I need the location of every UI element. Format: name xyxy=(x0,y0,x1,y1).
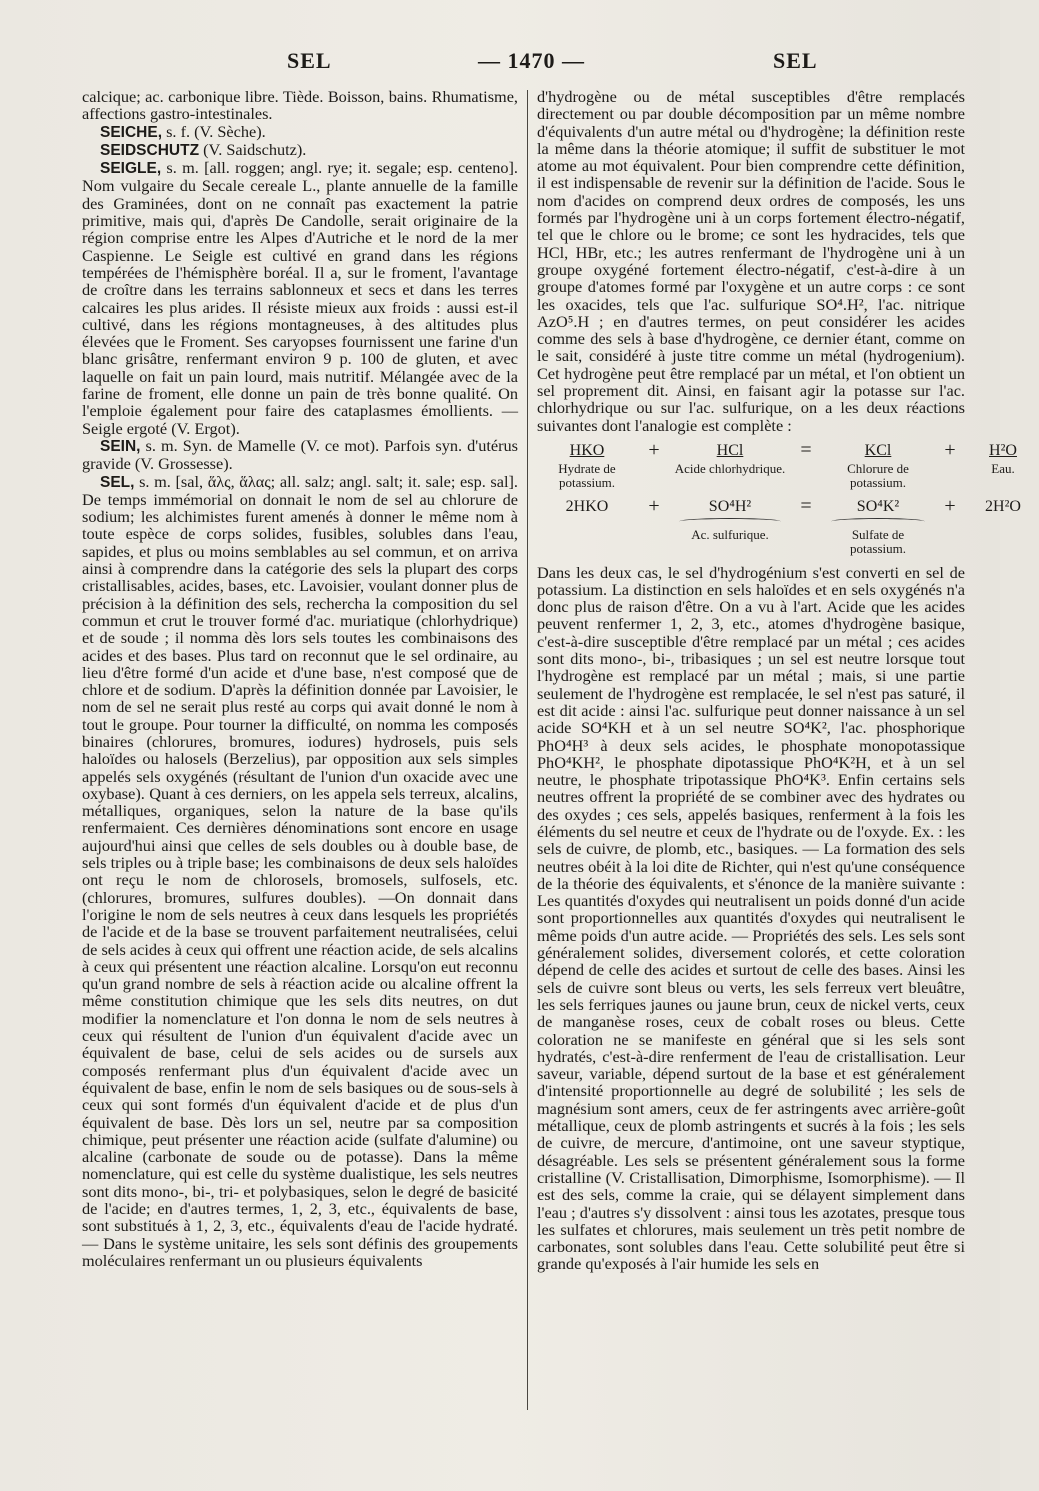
equation-operator: + xyxy=(648,495,660,518)
equation-term: H²O Eau. xyxy=(989,441,1017,477)
equation-operator: = xyxy=(800,438,812,461)
headword: SEICHE, xyxy=(100,123,163,141)
entry-text: s. m. [all. roggen; angl. rye; it. segale; esp. centeno]. Nom vulgaire du Secale cereale L., plante annuelle de la famille des Graminées, dont on ne connaît pas exactement la patrie primitive, mais qui, d'après De Candolle, serait originaire de la région comprise entre les Alpes d'Autriche et le nord de la mer Caspienne. Le Seigle est cultivé en grand dans les régions tempérées de l'hémisphère boréal. Il a, sur le froment, l'avantage de croître dans les terrains sablonneux et secs et dans les terres calcaires les plus arides. Il résiste mieux aux froids : aussi est-il cultivé, dans les régions montagneuses, à des altitudes plus élevées que le Froment. Ses caryopses fournissent une farine d'un blanc grisâtre, renfermant environ 9 p. 100 de gluten, et avec laquelle on fait un pain lourd, mais nutritif. Mélangée avec de la farine de froment, elle donne un pain de très bonne qualité. On l'emploie également pour faire des cataplasmes émollients. — Seigle ergoté (V. Ergot). xyxy=(82,158,518,438)
equation-term: HCl Acide chlorhydrique. xyxy=(674,441,786,477)
equation-term: 2H²O xyxy=(985,498,1021,516)
headword: SEIN, xyxy=(100,437,141,455)
entry-text: s. f. (V. Sèche). xyxy=(162,121,266,141)
entry-sel xyxy=(82,473,518,1270)
equation-operator: + xyxy=(648,438,660,461)
entry-text: s. m. Syn. de Mamelle (V. ce mot). Parfois syn. d'utérus gravide (V. Grossesse). xyxy=(82,435,518,474)
entry-seidschutz xyxy=(82,141,518,159)
equation-sulfuric xyxy=(537,495,1021,556)
equation-term: SO⁴H² Ac. sulfurique. xyxy=(671,498,789,541)
equation-term: KCl Chlorure de potassium. xyxy=(847,441,909,491)
running-head-right: SEL xyxy=(773,48,818,73)
equation-operator: + xyxy=(944,495,956,518)
body-paragraph: Dans les deux cas, le sel d'hydrogénium s'est converti en sel de potassium. La distinction en sels haloïdes et en sels oxygénés n'a donc plus de raison d'être. On a vu à l'art. Acide que les acides peuvent renfermer 1, 2, 3, etc., atomes d'hydrogène basique, c'est-à-dire susceptible d'être remplacé par un métal ; ces acides sont dits mono-, bi-, tribasiques ; un sel est neutre lorsque tout l'hydrogène est remplacé par un métal ; mais, si une partie seulement de l'hydrogène est remplacée, le sel n'est pas saturé, il est dit acide : ainsi l'ac. sulfurique peut donner naissance à un sel acide SO⁴KH et à un sel neutre SO⁴K², l'ac. phosphorique PhO⁴H³ à deux sels acides, le phosphate monopotassique PhO⁴KH², le phosphate dipotassique PhO⁴K²H, et à un sel neutre, le phosphate tripotassique PhO⁴K³. Enfin certains sels neutres offrent la propriété de se combiner avec des hydrates ou des oxydes ; ces sels, appelés basiques, renferment à la fois les éléments du sel neutre et ceux de l'hydrate ou de l'oxyde. Ex. : les sels de cuivre, de plomb, etc., basiques. — La formation des sels neutres obéit à la loi dite de Richter, qui n'est qu'une conséquence de la théorie des équivalents, et s'énonce de la manière suivante : Les quantités d'oxydes qui neutralisent un poids donné d'un acide sont proportionnelles aux quantités d'oxydes qui neutralisent le même poids d'un autre acide. — Propriétés des sels. Les sels sont généralement solides, diversement colorés, et cette coloration dépend de celle des acides et surtout de celle des bases. Ainsi les sels de cuivre sont bleus ou verts, les sels ferreux vert bleuâtre, les sels ferriques jaunes ou jaune brun, ceux de nickel verts, ceux de manganèse roses, ceux de cobalt roses ou bleus. Cette coloration ne se manifeste en général que si les sels sont hydratés, c'est-à-dire renferment de l'eau de cristallisation. Leur saveur, variable, dépend surtout de la base et est généralement d'intensité proportionnelle au degré de solubilité ; les sels de magnésium sont amers, ceux de fer astringents avec arrière-goût métallique, ceux de plomb astringents et sucrés à la fois ; les sels de cuivre, de mercure, d'antimoine, ont une saveur styptique, désagréable. Les sels se présentent généralement sous la forme cristalline (V. Cristallisation, Dimorphisme, Isomorphisme). — Il est des sels, comme la craie, qui se délayent simplement dans l'eau ; d'autres s'y dissolvent : ainsi tous les azotates, presque tous les sulfates et chlorures, mais seulement un très petit nombre de carbonates, sont solubles dans l'eau. Cette solubilité peut être si grande qu'exposés à l'air humide les sels en xyxy=(537,562,965,1274)
entry-text: (V. Saidschutz). xyxy=(199,139,307,159)
brace xyxy=(679,518,781,525)
entry-seigle xyxy=(82,159,518,437)
page-number: — 1470 — xyxy=(478,48,585,73)
column-divider xyxy=(527,90,528,1410)
equation-hcl xyxy=(537,438,1017,491)
equation-operator: + xyxy=(944,438,956,461)
entry-seiche xyxy=(82,123,518,141)
right-column xyxy=(537,87,1021,1274)
page-header xyxy=(0,48,1000,78)
equation-term: 2HKO xyxy=(565,498,609,516)
headword: SEL, xyxy=(100,473,135,491)
running-head-left: SEL xyxy=(287,48,332,73)
equation-operator: = xyxy=(800,495,812,518)
brace xyxy=(831,518,925,525)
headword: SEIGLE, xyxy=(100,160,162,178)
left-column xyxy=(82,88,518,1269)
equation-term: HKO Hydrate de potassium. xyxy=(558,441,616,491)
equation-term: SO⁴K² Sulfate de potassium. xyxy=(823,498,933,555)
headword: SEIDSCHUTZ xyxy=(100,141,200,159)
entry-sein xyxy=(82,437,518,473)
continuation-paragraph: calcique; ac. carbonique libre. Tiède. Boisson, bains. Rhumatisme, affections gastro-intestinales. xyxy=(82,87,518,124)
continuation-paragraph: d'hydrogène ou de métal susceptibles d'être remplacés directement ou par double décomposition par un même nombre d'équivalents d'un autre métal ou d'hydrogène; la définition reste la même dans la théorie atomique; il suffit de substituer le mot atome au mot équivalent. Pour bien comprendre cette définition, il est indispensable de revenir sur la définition de l'acide. Sous le nom d'acides on comprend deux ordres de composés, les uns formés par l'hydrogène uni à un corps fortement électro-négatif, tel que le chlore ou le brome; ce sont les hydracides, tels que HCl, HBr, etc.; les autres renfermant de l'hydrogène uni à un groupe oxygéné fortement électro-négatif, c'est-à-dire à un groupe d'atomes formé par l'oxygène et un autre corps : ce sont les oxacides, tels que l'ac. sulfurique SO⁴.H², l'ac. nitrique AzO⁵.H ; en d'autres termes, on peut considérer les acides comme des sels à base d'hydrogène, ce dernier étant, comme on le sait, considéré à juste titre comme un métal (hydrogenium). Cet hydrogène peut être remplacé par un métal, et l'on obtient un sel proprement dit. Ainsi, en faisant agir la potasse sur l'ac. chlorhydrique ou sur l'ac. sulfurique, on a les deux réactions suivantes dont l'analogie est complète : xyxy=(537,87,965,435)
entry-text: s. m. [sal, ἅλς, ἅλας; all. salz; angl. salt; it. sale; esp. sal]. De temps immémorial on donnait le nom de sel au chlorure de sodium; les alchimistes furent amenés à donner le même nom à toute espèce de corps solides, fusibles, solubles dans l'eau, sapides, et plus ou moins semblables au sel commun, et on arriva ainsi à comprendre dans la catégorie des sels la plupart des corps cristallisables, acides, bases, etc. Lavoisier, voulant donner plus de précision à la définition des sels, rechercha la composition du sel commun et crut le trouver formé d'ac. muriatique (chlorhydrique) et de soude ; il nomma dès lors sels toutes les combinaisons des acides et des bases. Plus tard on reconnut que le sel ordinaire, au lieu d'être formé d'un acide et d'une base, n'est composé que de chlore et de sodium. D'après la définition donnée par Lavoisier, le nom de sel ne serait plus resté au corps qui avait donné le nom à tout le groupe. Pour tourner la difficulté, on nomma les composés binaires (chlorures, bromures, iodures) hydrosels, puis sels haloïdes ou halosels (Berzelius), par opposition aux sels simples appelés sels oxygénés (résultant de l'union d'un oxacide avec une oxybase). Quant à ces derniers, on les appela sels terreux, alcalins, métalliques, organiques, selon la nature de la base qu'ils renfermaient. Ces dernières dénominations sont encore en usage aujourd'hui ainsi que celles de sels doubles ou à double base, de sels triples ou à triple base; les combinaisons de deux sels haloïdes ont reçu le nom de chlorosels, bromosels, sulfosels, etc. (chlorures, bromures, sulfures doubles). —On donnait dans l'origine le nom de sels neutres à ceux dans lesquels les propriétés de l'acide et de la base se trouvent parfaitement neutralisées, celui de sels acides à ceux qui offrent une réaction acide, de sels alcalins à ceux qui présentent une réaction alcaline. Lorsqu'on eut reconnu qu'un grand nombre de sels à réaction acide ou alcaline offrent la même constitution chimique que les sels dits neutres, on dut modifier la nomenclature et l'on donna le nom de sels neutres à ceux qui résultent de l'union d'un équivalent d'acide avec un équivalent de base, celui de sels acides ou de sursels aux composés renfermant plus d'un équivalent d'acide avec un équivalent de base, enfin le nom de sels basiques ou de sous-sels à ceux qui sont formés d'un équivalent d'acide et de plus d'un équivalent de base. Dès lors un sel, neutre par sa composition chimique, peut présenter une réaction acide (sulfate d'alumine) ou alcaline (carbonate de soude ou de potasse). Dans la même nomenclature, qui est celle du système dualistique, les sels neutres sont dits mono-, bi-, tri- et polybasiques, selon le degré de basicité de l'acide; en d'autres termes, 1, 2, 3, etc., équivalents de base, sont substitués à 1, 2, 3, etc., équivalents d'eau de l'acide hydraté. — Dans le système unitaire, les sels sont définis des groupements moléculaires renfermant un ou plusieurs équivalents xyxy=(82,471,518,1270)
